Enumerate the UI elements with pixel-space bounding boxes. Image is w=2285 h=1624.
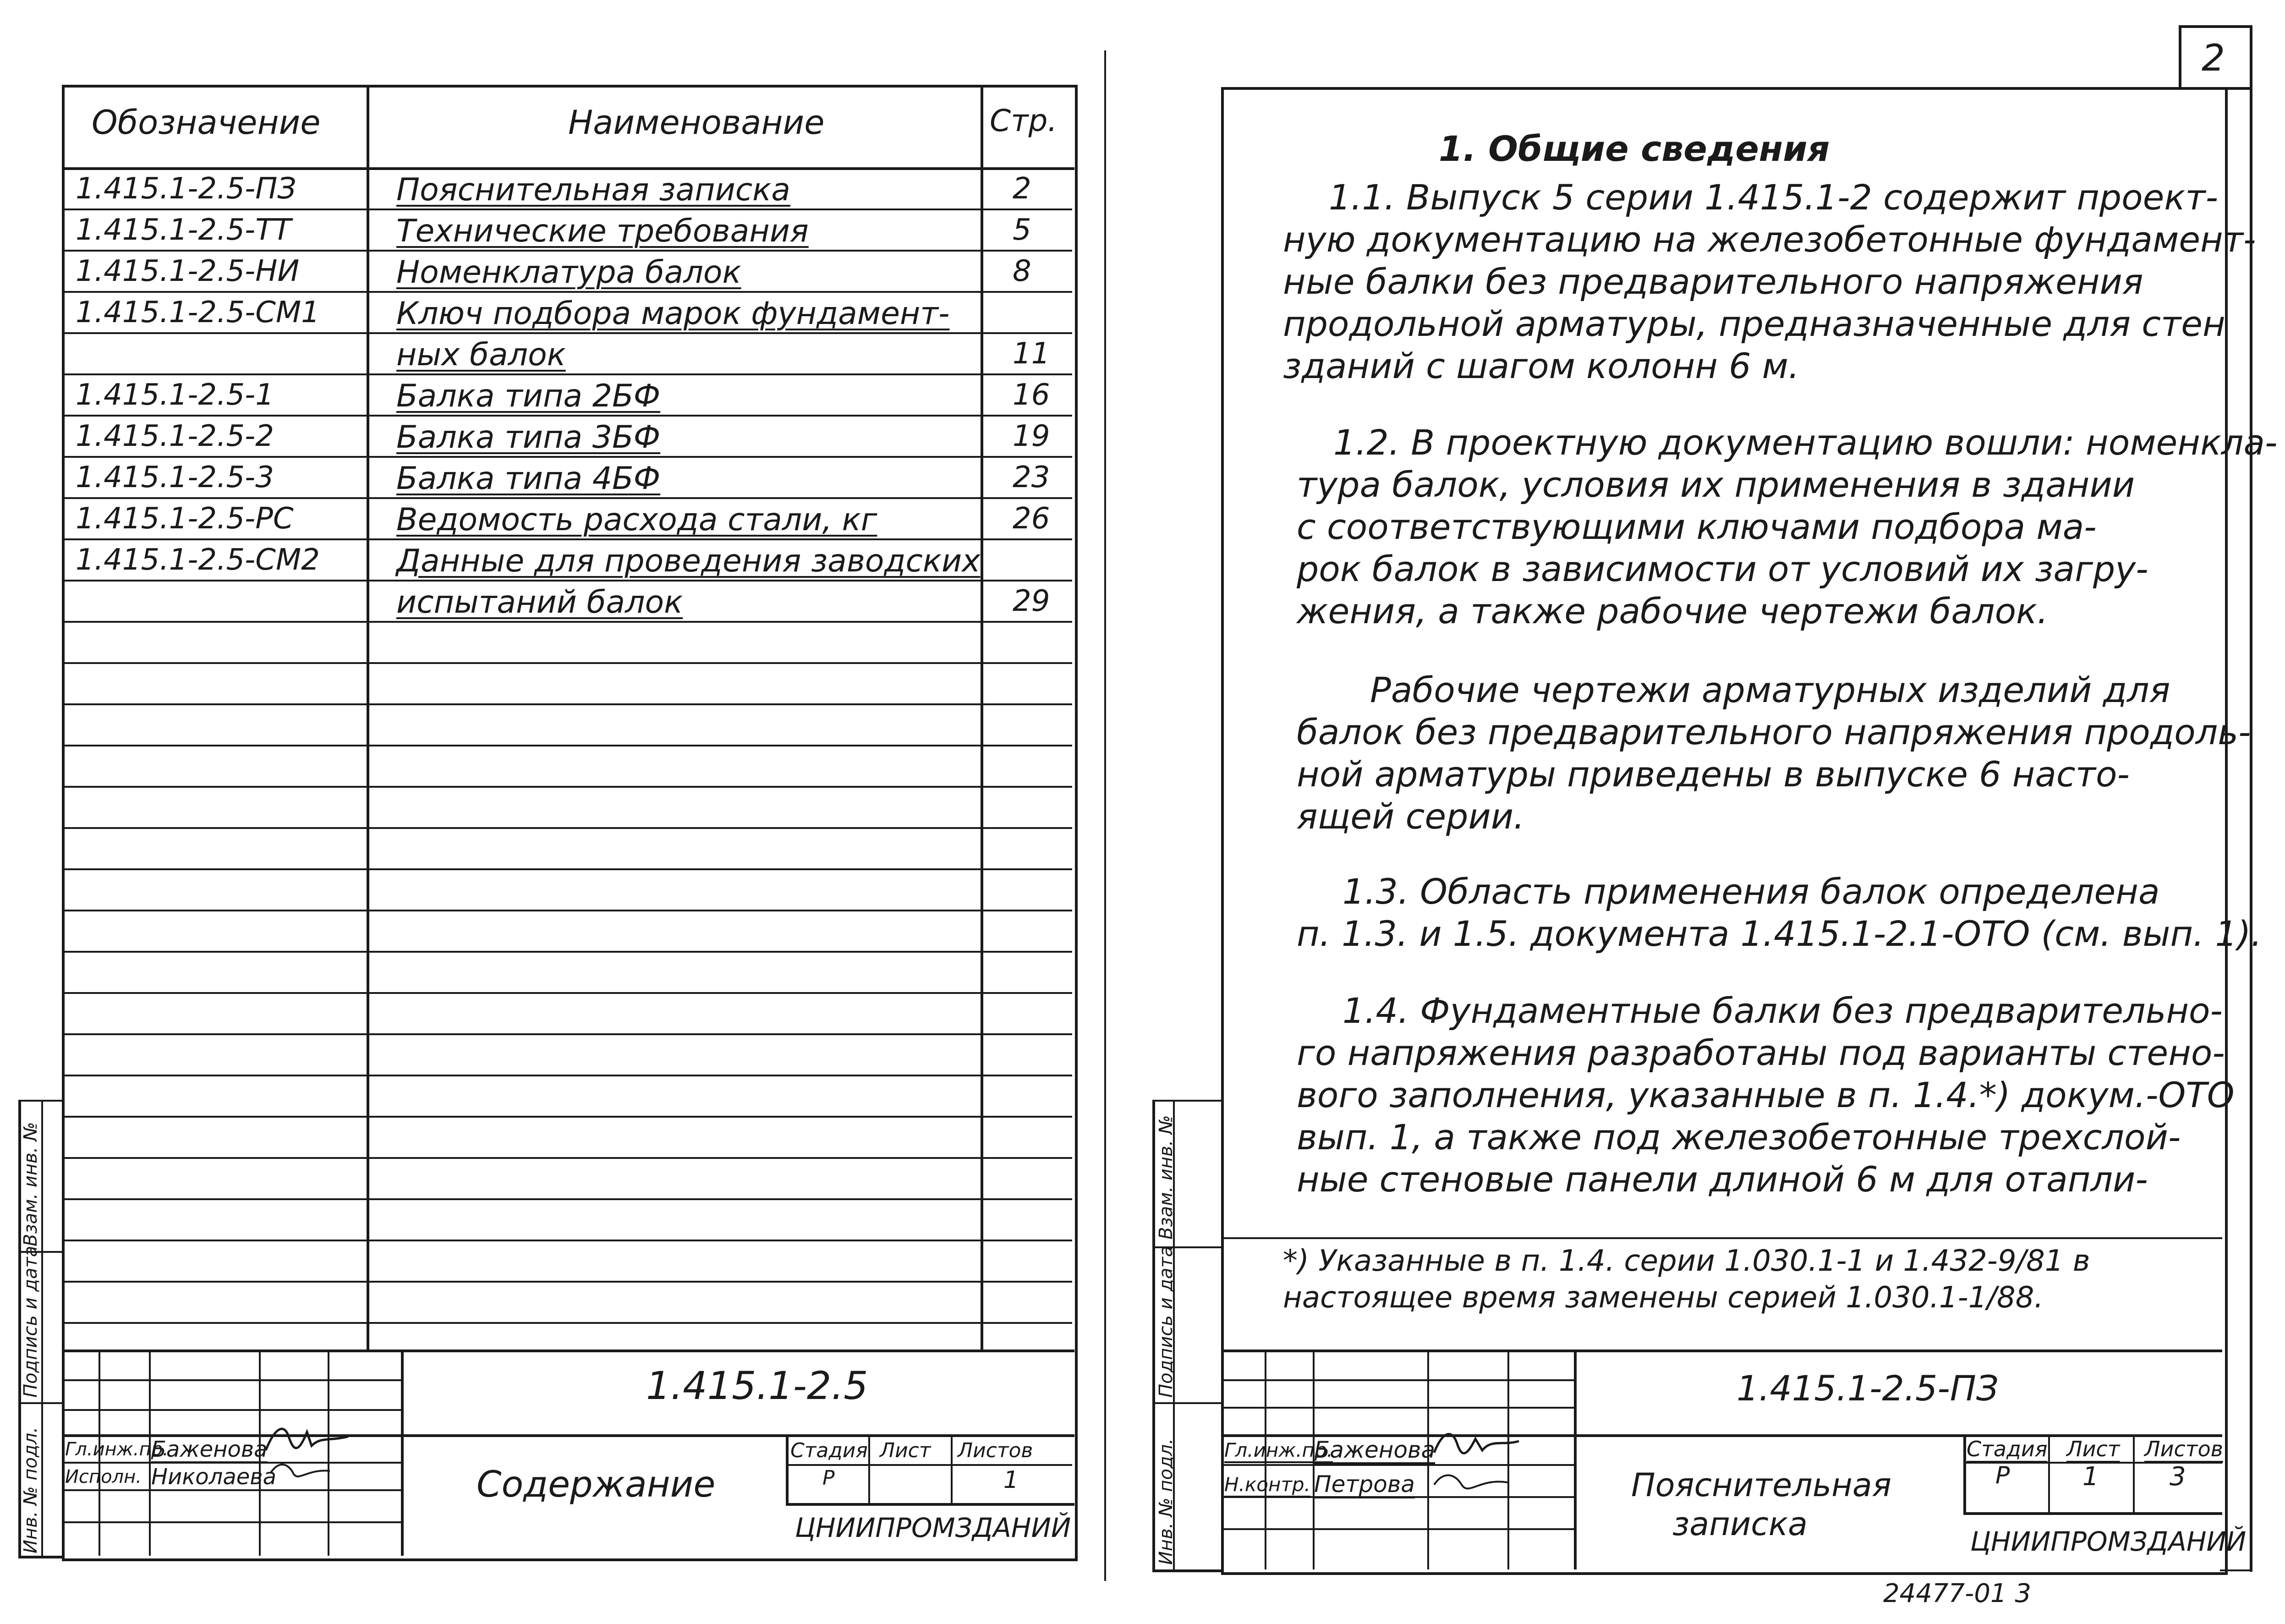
paragraph-5-line-3: вого заполнения, указанные в п. 1.4.*) докум.-ОТО <box>1297 1075 2235 1115</box>
right-stamp-org: ЦНИИПРОМЗДАНИЙ <box>1970 1526 2247 1557</box>
right-stamp-stage-label: Стадия <box>1967 1437 2048 1461</box>
right-stamp-sheet-label: Лист <box>2066 1437 2120 1461</box>
paragraph-1-line-4: продольной арматуры, предназначенные для стен <box>1283 303 2225 344</box>
right-stamp-title-1: Пояснительная <box>1631 1466 1891 1504</box>
left-side-label-replace: Взам. инв. № <box>20 1122 41 1246</box>
right-side-label-inv: Инв. № подл. <box>1156 1438 1177 1565</box>
right-stamp-title-2: записка <box>1672 1505 1808 1543</box>
left-stamp-name2: Николаева <box>151 1464 276 1490</box>
row-page: 11 <box>1013 337 1050 371</box>
row-designation: 1.415.1-2.5-СМ1 <box>76 296 320 329</box>
right-stamp-role1: Гл.инж.пр. <box>1224 1439 1333 1461</box>
left-signature-2 <box>266 1455 334 1482</box>
left-signature-1 <box>261 1418 353 1459</box>
footnote-line-2: настоящее время заменены серией 1.030.1-1/88. <box>1283 1281 2044 1315</box>
row-name: Балка типа 3БФ <box>396 419 661 455</box>
paragraph-3-line-3: ной арматуры приведены в выпуске 6 насто- <box>1297 754 2130 795</box>
left-side-label-sign: Подпись и дата <box>20 1245 41 1398</box>
row-designation: 1.415.1-2.5-ТТ <box>76 213 291 247</box>
paragraph-2-line-5: жения, а также рабочие чертежи балок. <box>1297 591 2049 631</box>
header-designation: Обозначение <box>92 103 321 142</box>
paragraph-3-line-1: Рабочие чертежи арматурных изделий для <box>1370 669 2170 710</box>
footnote-line-1: *) Указанные в п. 1.4. серии 1.030.1-1 и 1.432-9/81 в <box>1283 1244 2090 1278</box>
left-stamp-name1: Баженова <box>151 1437 268 1462</box>
paragraph-1-line-1: 1.1. Выпуск 5 серии 1.415.1-2 содержит проект- <box>1329 177 2219 218</box>
paragraph-5-line-2: го напряжения разработаны под варианты стено- <box>1297 1032 2225 1073</box>
paragraph-4-line-2: п. 1.3. и 1.5. документа 1.415.1-2.1-ОТО (см. вып. 1). <box>1297 913 2262 954</box>
paragraph-5-line-5: ные стеновые панели длиной 6 м для отапли- <box>1297 1159 2148 1200</box>
header-page: Стр. <box>990 103 1058 138</box>
right-stamp-sheets-value: 3 <box>2170 1462 2186 1492</box>
left-binding-bottom <box>18 1556 64 1558</box>
left-stamp-org: ЦНИИПРОМЗДАНИЙ <box>795 1512 1071 1543</box>
right-side-label-replace: Взам. инв. № <box>1156 1115 1177 1240</box>
row-page: 29 <box>1013 584 1050 618</box>
row-designation: 1.415.1-2.5-НИ <box>76 254 300 288</box>
paragraph-1-line-2: ную документацию на железобетонные фундамент- <box>1283 219 2256 260</box>
row-page: 19 <box>1013 419 1050 453</box>
archive-number: 24477-01 3 <box>1883 1579 2032 1608</box>
paragraph-5-line-1: 1.4. Фундаментные балки без предварительно- <box>1343 990 2223 1031</box>
row-designation: 1.415.1-2.5-РС <box>76 502 294 536</box>
paragraph-2-line-2: тура балок, условия их применения в здании <box>1297 464 2135 505</box>
left-stamp-code: 1.415.1-2.5 <box>646 1363 868 1408</box>
paragraph-1-line-3: ные балки без предварительного напряжения <box>1283 261 2143 302</box>
row-name: Балка типа 4БФ <box>396 461 661 497</box>
right-stamp-role2: Н.контр. <box>1224 1473 1310 1496</box>
paragraph-2-line-3: с соответствующими ключами подбора ма- <box>1297 506 2097 547</box>
row-page: 16 <box>1013 378 1050 412</box>
left-stamp-sheet-label: Лист <box>880 1439 931 1462</box>
row-name: Данные для проведения заводских <box>396 543 981 579</box>
paragraph-2-line-1: 1.2. В проектную документацию вошли: номенкла- <box>1333 422 2278 463</box>
row-page: 5 <box>1013 213 1031 247</box>
row-designation: 1.415.1-2.5-ПЗ <box>76 172 296 206</box>
row-designation: 1.415.1-2.5-СМ2 <box>76 543 320 577</box>
right-signature-2 <box>1430 1464 1512 1496</box>
row-designation: 1.415.1-2.5-2 <box>76 419 274 453</box>
row-name: испытаний балок <box>396 584 683 620</box>
row-page: 8 <box>1013 254 1031 288</box>
row-page: 23 <box>1013 461 1050 494</box>
paragraph-3-line-4: ящей серии. <box>1297 796 1525 837</box>
paragraph-3-line-2: балок без предварительного напряжения продоль- <box>1297 712 2251 752</box>
paragraph-1-line-5: зданий с шагом колонн 6 м. <box>1283 346 1800 386</box>
left-side-label-inv: Инв. № подл. <box>20 1427 41 1553</box>
right-stamp-name2: Петрова <box>1314 1471 1415 1498</box>
right-stamp-name1: Баженова <box>1314 1437 1436 1463</box>
row-name: Технические требования <box>396 213 809 249</box>
row-page: 2 <box>1013 172 1031 206</box>
left-stamp-stage-label: Стадия <box>790 1439 868 1462</box>
paragraph-5-line-4: вып. 1, а также под железобетонные трехслой- <box>1297 1117 2181 1158</box>
row-designation: 1.415.1-2.5-3 <box>76 461 274 494</box>
row-name: Пояснительная записка <box>396 172 790 208</box>
row-name: Номенклатура балок <box>396 254 741 291</box>
left-stamp-title: Содержание <box>477 1464 716 1505</box>
left-stamp-role1: Гл.инж.пр. <box>65 1439 169 1460</box>
section-heading: 1. Общие сведения <box>1439 128 1830 169</box>
footnote-rule <box>1221 1237 2222 1239</box>
right-page-number: 2 <box>2202 37 2225 79</box>
row-designation: 1.415.1-2.5-1 <box>76 378 274 412</box>
row-page: 26 <box>1013 502 1050 536</box>
left-stamp-sheets-label: Листов <box>958 1439 1033 1462</box>
header-name: Наименование <box>568 103 825 142</box>
left-stamp-sheets-value: 1 <box>1003 1466 1019 1494</box>
left-stamp-role2: Исполн. <box>65 1466 142 1487</box>
center-divider <box>1104 50 1106 1581</box>
right-stamp-sheets-label: Листов <box>2144 1437 2223 1461</box>
row-name: Ведомость расхода стали, кг <box>396 502 877 538</box>
right-side-label-sign: Подпись и дата <box>1156 1245 1177 1398</box>
paragraph-2-line-4: рок балок в зависимости от условий их загру- <box>1297 549 2148 589</box>
row-name: ных балок <box>396 337 566 373</box>
right-stamp-code: 1.415.1-2.5-ПЗ <box>1737 1368 1999 1409</box>
row-name: Ключ подбора марок фундамент- <box>396 296 950 332</box>
right-stamp-sheet-value: 1 <box>2082 1462 2099 1492</box>
left-stamp-stage-value: Р <box>822 1466 835 1490</box>
right-signature-1 <box>1430 1425 1521 1462</box>
right-stamp-stage-value: Р <box>1995 1462 2010 1489</box>
row-name: Балка типа 2БФ <box>396 378 661 414</box>
paragraph-4-line-1: 1.3. Область применения балок определена <box>1343 871 2160 912</box>
